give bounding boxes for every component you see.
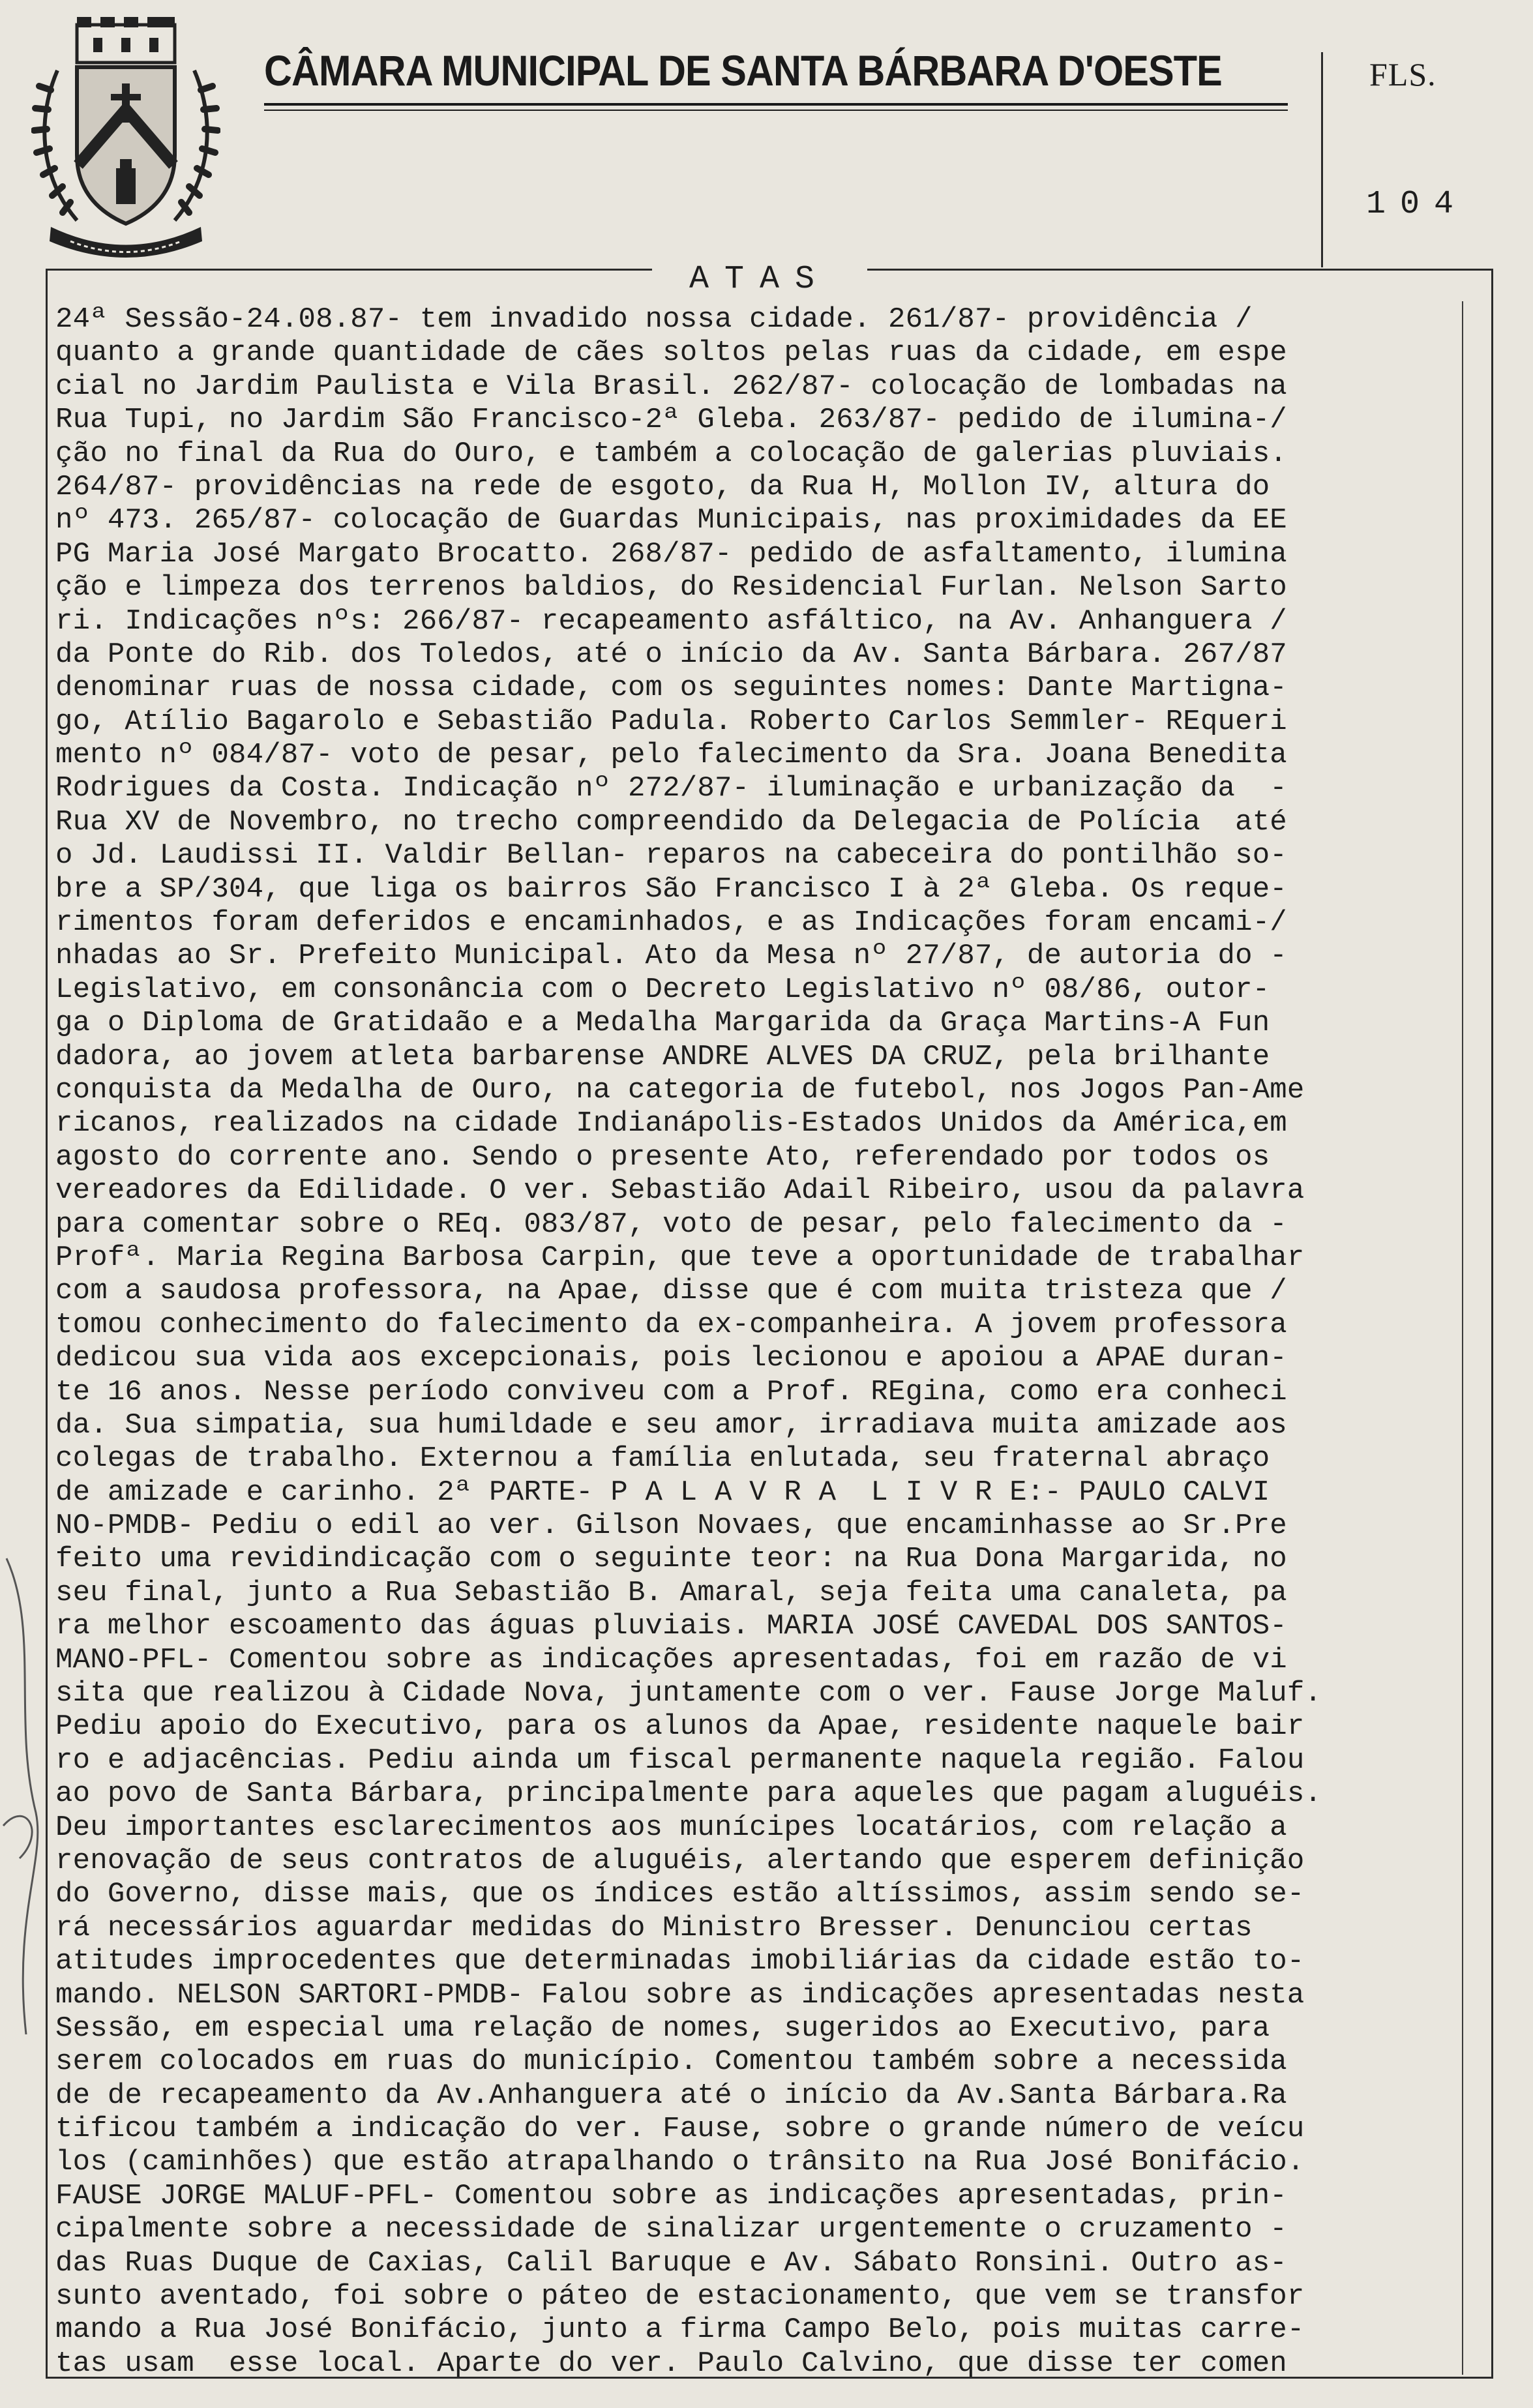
- frame-right-border: [1491, 269, 1493, 2378]
- text-line: sunto aventado, foi sobre o páteo de estacionamento, que vem se transfor: [55, 2280, 1305, 2313]
- text-line: los (caminhões) que estão atrapalhando o trânsito na Rua José Bonifácio.: [55, 2146, 1305, 2179]
- text-line: mento nº 084/87- voto de pesar, pelo falecimento da Sra. Joana Benedita: [55, 739, 1287, 772]
- text-line: ri. Indicações nºs: 266/87- recapeamento asfáltico, na Av. Anhanguera /: [55, 604, 1287, 638]
- folio-label: FLS.: [1369, 56, 1436, 93]
- header-rule-thin: [264, 110, 1288, 111]
- text-line: tas usam esse local. Aparte do ver. Paulo Calvino, que disse ter comen: [55, 2347, 1287, 2380]
- text-line: Pediu apoio do Executivo, para os alunos da Apae, residente naquele bair: [55, 1710, 1305, 1744]
- text-line: renovação de seus contratos de aluguéis, alertando que esperem definição: [55, 1844, 1305, 1877]
- council-name: CÂMARA MUNICIPAL DE SANTA BÁRBARA D'OESTE: [264, 46, 1222, 95]
- section-title: ATAS: [689, 261, 831, 298]
- text-line: do Governo, disse mais, que os índices estão altíssimos, assim sendo se-: [55, 1878, 1305, 1911]
- text-line: de de recapeamento da Av.Anhanguera até o início da Av.Santa Bárbara.Ra: [55, 2079, 1287, 2112]
- handwritten-margin-mark: [0, 1552, 52, 2047]
- text-line: ga o Diploma de Gratidaão e a Medalha Margarida da Graça Martins-A Fun: [55, 1007, 1270, 1040]
- text-line: ra melhor escoamento das águas pluviais. MARIA JOSÉ CAVEDAL DOS SANTOS-: [55, 1610, 1287, 1643]
- text-line: agosto do corrente ano. Sendo o presente Ato, referendado por todos os: [55, 1140, 1270, 1174]
- text-line: go, Atílio Bagarolo e Sebastião Padula. Roberto Carlos Semmler- REqueri: [55, 705, 1287, 738]
- text-line: PG Maria José Margato Brocatto. 268/87- pedido de asfaltamento, ilumina: [55, 537, 1287, 571]
- text-line: bre a SP/304, que liga os bairros São Francisco I à 2ª Gleba. Os reque-: [55, 872, 1287, 906]
- text-line: FAUSE JORGE MALUF-PFL- Comentou sobre as indicações apresentadas, prin-: [55, 2179, 1287, 2212]
- text-line: NO-PMDB- Pediu o edil ao ver. Gilson Novaes, que encaminhasse ao Sr.Pre: [55, 1509, 1287, 1543]
- text-line: dadora, ao jovem atleta barbarense ANDRE ALVES DA CRUZ, pela brilhante: [55, 1040, 1270, 1073]
- text-line: atitudes improcedentes que determinadas imobiliárias da cidade estão to-: [55, 1945, 1305, 1978]
- text-line: cial no Jardim Paulista e Vila Brasil. 262/87- colocação de lombadas na: [55, 370, 1287, 403]
- section-rule-left: [46, 269, 652, 271]
- text-line: vereadores da Edilidade. O ver. Sebastião Adail Ribeiro, usou da palavra: [55, 1174, 1305, 1208]
- text-line: com a saudosa professora, na Apae, disse que é com muita tristeza que /: [55, 1275, 1287, 1308]
- text-line: 264/87- providências na rede de esgoto, da Rua H, Mollon IV, altura do: [55, 470, 1270, 503]
- text-line: tificou também a indicação do ver. Fause, sobre o grande número de veícu: [55, 2113, 1305, 2146]
- text-line: ricanos, realizados na cidade Indianápolis-Estados Unidos da América,em: [55, 1107, 1287, 1140]
- text-line: rimentos foram deferidos e encaminhados, e as Indicações foram encami-/: [55, 906, 1287, 940]
- text-line: das Ruas Duque de Caxias, Calil Baruque e Av. Sábato Ronsini. Outro as-: [55, 2246, 1287, 2280]
- text-line: Rua Tupi, no Jardim São Francisco-2ª Gleba. 263/87- pedido de ilumina-/: [55, 404, 1287, 437]
- text-line: ção no final da Rua do Ouro, e também a colocação de galerias pluviais.: [55, 437, 1287, 470]
- text-line: MANO-PFL- Comentou sobre as indicações apresentadas, foi em razão de vi: [55, 1643, 1287, 1676]
- text-line: Legislativo, em consonância com o Decreto Legislativo nº 08/86, outor-: [55, 973, 1270, 1006]
- text-line: mando. NELSON SARTORI-PMDB- Falou sobre as indicações apresentadas nesta: [55, 1978, 1305, 2012]
- text-line: quanto a grande quantidade de cães soltos pelas ruas da cidade, em espe: [55, 336, 1287, 370]
- text-line: conquista da Medalha de Ouro, na categoria de futebol, nos Jogos Pan-Ame: [55, 1073, 1305, 1107]
- text-line: nhadas ao Sr. Prefeito Municipal. Ato da Mesa nº 27/87, de autoria do -: [55, 940, 1287, 973]
- text-line: de amizade e carinho. 2ª PARTE- P A L A V R A L I V R E:- PAULO CALVI: [55, 1476, 1270, 1509]
- text-line: denominar ruas de nossa cidade, com os seguintes nomes: Dante Martigna-: [55, 672, 1287, 705]
- header-divider: [1321, 52, 1323, 267]
- text-line: dedicou sua vida aos excepcionais, pois lecionou e apoiou a APAE duran-: [55, 1342, 1287, 1375]
- municipal-coat-of-arms-icon: [31, 12, 220, 260]
- header-rule: [264, 103, 1288, 106]
- text-line: rá necessários aguardar medidas do Ministro Bresser. Denunciou certas: [55, 1911, 1253, 1944]
- text-line: te 16 anos. Nesse período conviveu com a Prof. REgina, como era conheci: [55, 1375, 1287, 1408]
- text-line: Rua XV de Novembro, no trecho compreendido da Delegacia de Polícia até: [55, 805, 1287, 839]
- text-line: ao povo de Santa Bárbara, principalmente para aqueles que pagam aluguéis.: [55, 1777, 1322, 1811]
- text-line: ção e limpeza dos terrenos baldios, do Residencial Furlan. Nelson Sarto: [55, 571, 1287, 604]
- text-line: o Jd. Laudissi II. Valdir Bellan- reparos na cabeceira do pontilhão so-: [55, 839, 1287, 872]
- text-line: 24ª Sessão-24.08.87- tem invadido nossa cidade. 261/87- providência /: [55, 303, 1253, 336]
- text-line: Rodrigues da Costa. Indicação nº 272/87- iluminação e urbanização da -: [55, 772, 1287, 805]
- text-line: Sessão, em especial uma relação de nomes, sugeridos ao Executivo, para: [55, 2012, 1270, 2045]
- frame-left-border: [46, 269, 48, 2378]
- text-line: tomou conhecimento do falecimento da ex-companheira. A jovem professora: [55, 1308, 1287, 1341]
- text-line: sita que realizou à Cidade Nova, juntamente com o ver. Fause Jorge Maluf.: [55, 1677, 1322, 1710]
- text-line: serem colocados em ruas do município. Comentou também sobre a necessida: [55, 2045, 1287, 2079]
- text-line: Deu importantes esclarecimentos aos munícipes locatários, com relação a: [55, 1811, 1287, 1844]
- text-line: para comentar sobre o REq. 083/87, voto de pesar, pelo falecimento da -: [55, 1208, 1287, 1241]
- text-line: da. Sua simpatia, sua humildade e seu amor, irradiava muita amizade aos: [55, 1408, 1287, 1442]
- text-line: cipalmente sobre a necessidade de sinalizar urgentemente o cruzamento -: [55, 2213, 1287, 2246]
- text-line: feito uma revidindicação com o seguinte teor: na Rua Dona Margarida, no: [55, 1543, 1287, 1576]
- text-line: da Ponte do Rib. dos Toledos, até o início da Av. Santa Bárbara. 267/87: [55, 638, 1287, 671]
- text-line: seu final, junto a Rua Sebastião B. Amaral, seja feita uma canaleta, pa: [55, 1576, 1287, 1609]
- text-line: ro e adjacências. Pediu ainda um fiscal permanente naquela região. Falou: [55, 1744, 1305, 1777]
- text-line: nº 473. 265/87- colocação de Guardas Municipais, nas proximidades da EE: [55, 504, 1287, 537]
- minutes-text: [55, 303, 1490, 2381]
- text-line: colegas de trabalho. Externou a família enlutada, seu fraternal abraço: [55, 1442, 1270, 1476]
- folio-number: 104: [1366, 186, 1468, 223]
- text-line: mando a Rua José Bonifácio, junto a firma Campo Belo, pois muitas carre-: [55, 2313, 1305, 2347]
- text-line: Profª. Maria Regina Barbosa Carpin, que teve a oportunidade de trabalhar: [55, 1241, 1305, 1274]
- section-rule-right: [867, 269, 1493, 271]
